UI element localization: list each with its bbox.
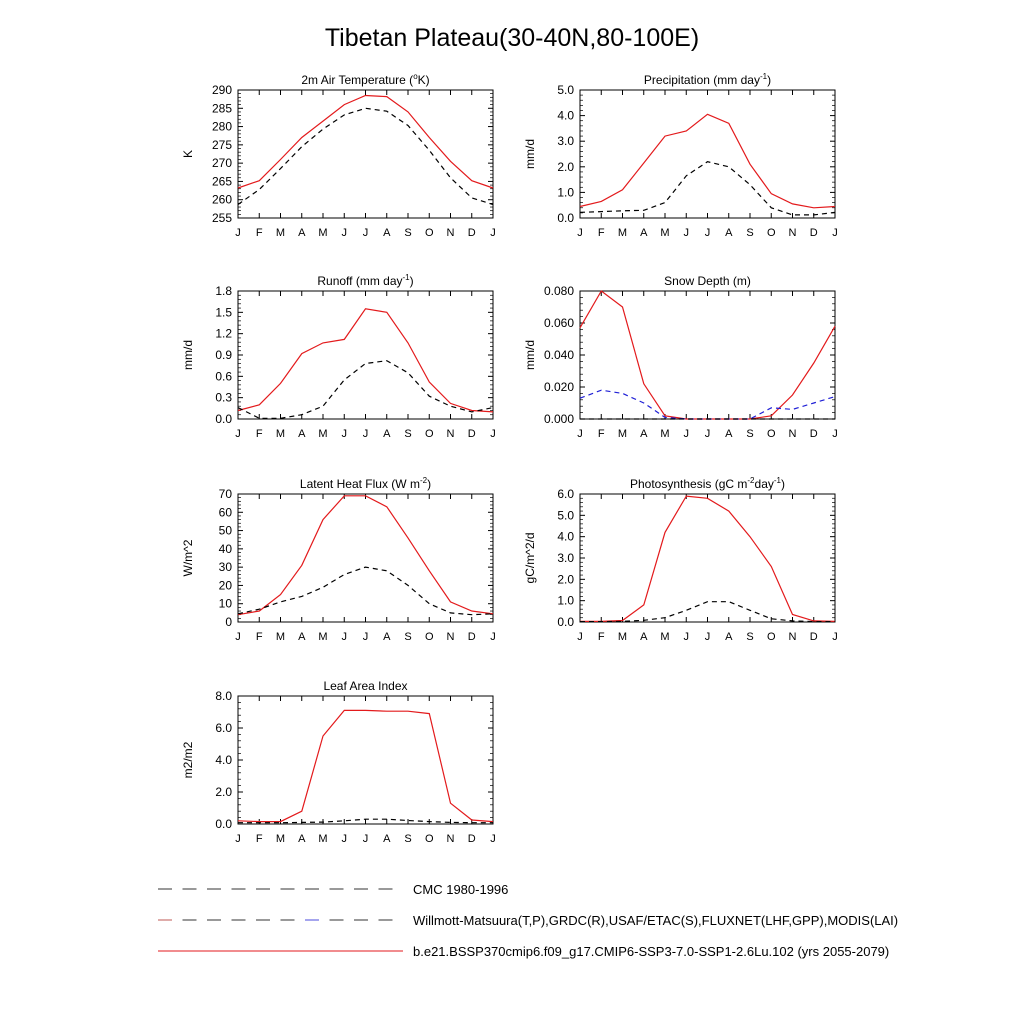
y-tick-label: 5.0 — [557, 508, 574, 523]
series-line-obs — [238, 361, 493, 419]
x-tick-label: J — [235, 631, 241, 643]
series-line-model — [580, 114, 835, 208]
y-tick-label: 0.080 — [543, 284, 574, 298]
x-tick-label: J — [341, 833, 347, 845]
y-axis-label: mm/d — [523, 340, 537, 370]
chart-panel-3 — [181, 273, 496, 440]
y-tick-label: 1.0 — [557, 185, 574, 200]
y-tick-label: 255 — [211, 211, 232, 225]
y-tick-label: 3.0 — [557, 551, 574, 565]
series-line-model — [580, 496, 835, 621]
x-tick-label: J — [577, 631, 583, 643]
series-line-model — [580, 291, 835, 419]
x-tick-label: F — [597, 227, 605, 239]
y-tick-label: 4.0 — [557, 108, 574, 123]
y-axis-label: gC/m^2/d — [523, 532, 537, 584]
y-tick-label: 0 — [225, 615, 232, 629]
chart-panel-1 — [181, 72, 496, 239]
x-tick-label: J — [832, 428, 838, 440]
panel-title-sup: -2 — [419, 476, 428, 485]
x-tick-label: N — [788, 227, 797, 239]
y-tick-label: 3.0 — [557, 134, 574, 149]
y-tick-label: 1.8 — [215, 284, 232, 298]
y-tick-label: 6.0 — [557, 487, 574, 501]
y-tick-label: 0.3 — [215, 390, 232, 405]
legend-entry-1 — [158, 882, 508, 897]
panel-title-text: Photosynthesis (gC m — [630, 477, 748, 491]
plot-frame — [238, 696, 493, 824]
x-tick-label: O — [766, 428, 776, 440]
y-tick-label: 2.0 — [215, 785, 232, 799]
x-tick-label: N — [446, 428, 455, 440]
series-line-model — [238, 309, 493, 412]
panels — [181, 72, 838, 845]
y-tick-label: 260 — [211, 192, 232, 207]
panel-title-text: Runoff (mm day — [317, 274, 403, 288]
panel-title-text: Latent Heat Flux (W m — [299, 477, 420, 491]
series-line-obs — [238, 567, 493, 615]
x-tick-label: A — [298, 428, 306, 440]
panel-title-after: ) — [767, 73, 772, 87]
panel-title-text: Leaf Area Index — [323, 679, 408, 693]
panel-title — [300, 476, 431, 491]
x-tick-label: J — [235, 428, 241, 440]
x-tick-label: A — [725, 428, 733, 440]
x-tick-label: S — [404, 227, 412, 239]
x-tick-label: J — [683, 227, 689, 239]
plot-frame — [580, 494, 835, 622]
y-axis-label: K — [181, 149, 195, 159]
x-tick-label: S — [746, 227, 754, 239]
y-tick-label: 0.0 — [557, 211, 574, 225]
y-tick-label: 0.040 — [543, 348, 574, 362]
x-tick-label: M — [275, 428, 286, 440]
x-tick-label: J — [362, 631, 369, 643]
x-tick-label: J — [362, 428, 369, 440]
x-tick-label: M — [318, 833, 328, 845]
panel-title-sup: -1 — [402, 273, 410, 282]
x-tick-label: S — [746, 631, 754, 643]
y-tick-label: 5.0 — [557, 83, 574, 97]
legend-label: Willmott-Matsuura(T,P),GRDC(R),USAF/ETAC(S),FLUXNET(LHF,GPP),MODIS(LAI) — [413, 913, 899, 928]
x-tick-label: S — [746, 428, 754, 440]
x-tick-label: O — [424, 428, 434, 440]
x-tick-label: M — [617, 227, 628, 239]
y-tick-label: 1.2 — [215, 326, 232, 341]
plot-frame — [580, 291, 835, 419]
y-tick-label: 0.0 — [215, 412, 232, 426]
y-axis-label: m2/m2 — [181, 741, 195, 779]
y-tick-label: 50 — [218, 523, 232, 538]
x-tick-label: N — [446, 227, 455, 239]
x-tick-label: M — [318, 227, 328, 239]
x-tick-label: J — [235, 833, 241, 845]
x-tick-label: A — [298, 631, 306, 643]
x-tick-label: J — [490, 833, 496, 845]
panel-title-sup: -1 — [759, 72, 768, 81]
series-line-model — [238, 496, 493, 615]
x-tick-label: D — [809, 631, 818, 643]
chart-panel-7 — [181, 679, 496, 845]
legend — [158, 882, 898, 959]
y-tick-label: 6.0 — [215, 721, 232, 735]
panel-title-text: Snow Depth (m) — [664, 274, 751, 288]
x-tick-label: M — [617, 631, 628, 643]
x-tick-label: J — [832, 227, 838, 239]
chart-panel-5 — [181, 476, 496, 643]
y-tick-label: 285 — [211, 101, 232, 116]
x-tick-label: J — [490, 428, 496, 440]
chart-panel-2 — [523, 72, 838, 239]
y-tick-label: 20 — [218, 578, 232, 593]
y-tick-label: 280 — [211, 119, 232, 134]
x-tick-label: N — [788, 631, 797, 643]
x-tick-label: A — [383, 227, 391, 239]
panel-title-after: ) — [427, 477, 432, 491]
x-tick-label: J — [577, 428, 583, 440]
x-tick-label: J — [704, 428, 711, 440]
y-tick-label: 60 — [218, 505, 232, 520]
y-tick-label: 2.0 — [557, 572, 574, 587]
panel-title-text: 2m Air Temperature ( — [301, 73, 414, 87]
y-tick-label: 0.9 — [215, 348, 232, 362]
x-tick-label: A — [298, 227, 306, 239]
plot-frame — [580, 90, 835, 218]
chart-panel-6 — [523, 476, 838, 643]
x-tick-label: J — [683, 631, 689, 643]
y-tick-label: 0.0 — [557, 615, 574, 629]
series-line-model — [238, 96, 493, 189]
y-tick-label: 1.0 — [557, 593, 574, 608]
x-tick-label: O — [424, 227, 434, 239]
x-tick-label: J — [683, 428, 689, 440]
x-tick-label: F — [255, 428, 263, 440]
y-tick-label: 275 — [211, 137, 232, 152]
x-tick-label: O — [424, 631, 434, 643]
series-line-obs — [238, 108, 493, 204]
x-tick-label: N — [788, 428, 797, 440]
panel-title — [323, 679, 407, 693]
x-tick-label: D — [809, 428, 818, 440]
y-tick-label: 30 — [218, 560, 232, 575]
y-axis-label: mm/d — [523, 139, 537, 169]
x-tick-label: J — [704, 631, 711, 643]
x-tick-label: J — [362, 833, 369, 845]
panel-title — [664, 274, 751, 288]
x-tick-label: S — [404, 631, 412, 643]
panel-title-sup: o — [413, 72, 418, 81]
x-tick-label: J — [341, 227, 347, 239]
panel-title-after2: ) — [781, 477, 785, 491]
x-tick-label: A — [640, 428, 648, 440]
y-axis-label: W/m^2 — [181, 539, 195, 577]
y-tick-label: 4.0 — [215, 753, 232, 767]
y-tick-label: 1.5 — [215, 305, 232, 320]
y-tick-label: 8.0 — [215, 689, 232, 703]
x-tick-label: D — [809, 227, 818, 239]
legend-entry-3 — [158, 944, 889, 959]
y-tick-label: 265 — [211, 174, 232, 189]
y-tick-label: 10 — [218, 596, 232, 611]
x-tick-label: S — [404, 428, 412, 440]
panel-title-after: K) — [417, 73, 430, 87]
x-tick-label: S — [404, 833, 412, 845]
x-tick-label: M — [318, 631, 328, 643]
x-tick-label: J — [235, 227, 241, 239]
x-tick-label: M — [275, 631, 286, 643]
x-tick-label: O — [424, 833, 434, 845]
x-tick-label: J — [362, 227, 369, 239]
x-tick-label: A — [298, 833, 306, 845]
series-line-model — [238, 710, 493, 821]
x-tick-label: O — [766, 631, 776, 643]
y-tick-label: 0.000 — [543, 412, 574, 426]
x-tick-label: D — [467, 428, 476, 440]
x-tick-label: J — [341, 631, 347, 643]
panel-title-after: day — [754, 477, 774, 491]
x-tick-label: A — [383, 428, 391, 440]
panel-title-text: Precipitation (mm day — [643, 73, 760, 87]
x-tick-label: D — [467, 227, 476, 239]
x-tick-label: N — [446, 833, 455, 845]
y-tick-label: 4.0 — [557, 529, 574, 544]
x-tick-label: J — [490, 227, 496, 239]
plot-frame — [238, 90, 493, 218]
x-tick-label: M — [275, 833, 286, 845]
x-tick-label: A — [640, 227, 648, 239]
y-tick-label: 0.060 — [543, 316, 574, 330]
x-tick-label: M — [660, 227, 670, 239]
y-tick-label: 70 — [218, 487, 232, 501]
legend-label: CMC 1980-1996 — [413, 882, 509, 897]
series-line-obs — [580, 162, 835, 215]
y-tick-label: 40 — [218, 541, 232, 556]
panel-title — [630, 476, 785, 491]
x-tick-label: J — [704, 227, 711, 239]
x-tick-label: J — [341, 428, 347, 440]
x-tick-label: A — [383, 631, 391, 643]
x-tick-label: F — [255, 227, 263, 239]
plot-frame — [238, 291, 493, 419]
x-tick-label: F — [255, 631, 263, 643]
panel-title-sup2: -1 — [773, 476, 781, 485]
panel-title — [301, 72, 429, 87]
x-tick-label: A — [640, 631, 648, 643]
x-tick-label: M — [318, 428, 328, 440]
x-tick-label: A — [725, 631, 733, 643]
x-tick-label: D — [467, 833, 476, 845]
y-axis-label: mm/d — [181, 340, 195, 370]
x-tick-label: M — [617, 428, 628, 440]
x-tick-label: N — [446, 631, 455, 643]
figure-title: Tibetan Plateau(30-40N,80-100E) — [324, 24, 700, 52]
x-tick-label: A — [725, 227, 733, 239]
legend-label: b.e21.BSSP370cmip6.f09_g17.CMIP6-SSP3-7.0-SSP1-2.6Lu.102 (yrs 2055-2079) — [413, 944, 890, 959]
y-tick-label: 0.6 — [215, 369, 232, 384]
x-tick-label: M — [275, 227, 286, 239]
y-tick-label: 290 — [211, 83, 232, 97]
x-tick-label: J — [577, 227, 583, 239]
x-tick-label: M — [660, 428, 670, 440]
x-tick-label: F — [597, 428, 605, 440]
x-tick-label: F — [597, 631, 605, 643]
y-tick-label: 270 — [211, 156, 232, 171]
panel-title-sup: -2 — [747, 476, 755, 485]
panel-title-after: ) — [409, 274, 414, 288]
y-tick-label: 0.020 — [543, 380, 574, 394]
x-tick-label: D — [467, 631, 476, 643]
chart-panel-4 — [523, 274, 838, 440]
x-tick-label: M — [660, 631, 670, 643]
panel-title — [317, 273, 413, 288]
x-tick-label: O — [766, 227, 776, 239]
x-tick-label: J — [832, 631, 838, 643]
y-tick-label: 2.0 — [557, 159, 574, 174]
y-tick-label: 0.0 — [215, 817, 232, 831]
x-tick-label: J — [490, 631, 496, 643]
legend-entry-2 — [158, 913, 898, 928]
x-tick-label: A — [383, 833, 391, 845]
x-tick-label: F — [255, 833, 263, 845]
panel-title — [644, 72, 771, 87]
